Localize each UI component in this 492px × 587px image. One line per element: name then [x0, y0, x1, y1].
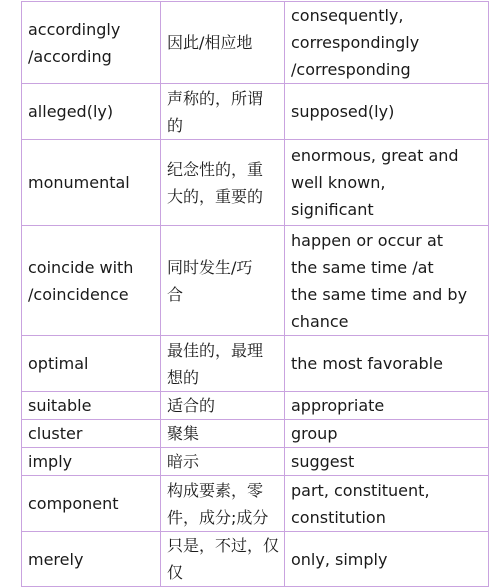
synonym-text: consequently, correspondingly /corresponding	[291, 6, 420, 79]
synonym-text: enormous, great and well known, significant	[291, 146, 459, 219]
chinese-meaning-text: 纪念性的，重 大的，重要的	[167, 159, 264, 206]
word-cell	[22, 532, 161, 587]
word-text: merely	[28, 549, 84, 569]
chinese-meaning-cell	[161, 448, 285, 476]
table-row	[22, 448, 489, 476]
word-text: monumental	[28, 173, 130, 192]
synonym-text: supposed(ly)	[291, 102, 395, 121]
chinese-meaning-text: 同时发生/巧 合	[167, 257, 253, 304]
table-row	[22, 392, 489, 420]
word-cell	[22, 226, 161, 336]
chinese-meaning-text: 暗示	[167, 452, 200, 471]
table-row	[22, 2, 489, 84]
table-row	[22, 336, 489, 392]
word-cell	[22, 2, 161, 84]
chinese-meaning-cell	[161, 226, 285, 336]
table-row	[22, 140, 489, 226]
chinese-meaning-text: 构成要素，零 件，成分;成分	[167, 480, 269, 527]
chinese-meaning-cell	[161, 2, 285, 84]
synonym-cell	[285, 532, 489, 587]
word-text: component	[28, 494, 119, 513]
chinese-meaning-text: 因此/相应地	[167, 33, 253, 52]
synonym-cell	[285, 420, 489, 448]
chinese-meaning-text: 只是，不过，仅 仅	[167, 536, 280, 582]
word-text: optimal	[28, 354, 89, 373]
synonym-text: happen or occur at the same time /at the same time and by chance	[291, 230, 468, 331]
word-cell	[22, 336, 161, 392]
chinese-meaning-text: 适合的	[167, 396, 216, 415]
word-cell	[22, 448, 161, 476]
chinese-meaning-text: 聚集	[167, 424, 200, 443]
table-row	[22, 476, 489, 532]
word-text: imply	[28, 452, 73, 471]
table-row	[22, 226, 489, 336]
word-cell	[22, 84, 161, 140]
word-text: cluster	[28, 424, 83, 443]
chinese-meaning-cell	[161, 336, 285, 392]
synonym-cell	[285, 84, 489, 140]
vocabulary-table	[21, 1, 489, 587]
synonym-cell	[285, 336, 489, 392]
synonym-cell	[285, 392, 489, 420]
synonym-cell	[285, 2, 489, 84]
chinese-meaning-cell	[161, 476, 285, 532]
chinese-meaning-cell	[161, 140, 285, 226]
synonym-cell	[285, 140, 489, 226]
chinese-meaning-text: 声称的，所谓 的	[167, 88, 264, 135]
chinese-meaning-cell	[161, 420, 285, 448]
synonym-text: group	[291, 424, 338, 443]
table-row	[22, 420, 489, 448]
word-cell	[22, 140, 161, 226]
word-cell	[22, 476, 161, 532]
chinese-meaning-cell	[161, 532, 285, 587]
synonym-text: appropriate	[291, 396, 385, 415]
word-cell	[22, 392, 161, 420]
synonym-text: suggest	[291, 452, 355, 471]
synonym-cell	[285, 476, 489, 532]
chinese-meaning-cell	[161, 84, 285, 140]
word-text: coincide with /coincidence	[28, 257, 134, 304]
synonym-cell	[285, 448, 489, 476]
chinese-meaning-text: 最佳的，最理 想的	[167, 340, 264, 387]
word-text: alleged(ly)	[28, 102, 114, 121]
synonym-text: part, constituent, constitution	[291, 480, 430, 527]
word-text: accordingly /according	[28, 19, 121, 66]
chinese-meaning-cell	[161, 392, 285, 420]
synonym-cell	[285, 226, 489, 336]
word-cell	[22, 420, 161, 448]
synonym-text: the most favorable	[291, 354, 443, 373]
word-text: suitable	[28, 396, 92, 415]
synonym-text: only, simply	[291, 549, 388, 569]
table-row	[22, 84, 489, 140]
table-row	[22, 532, 489, 587]
